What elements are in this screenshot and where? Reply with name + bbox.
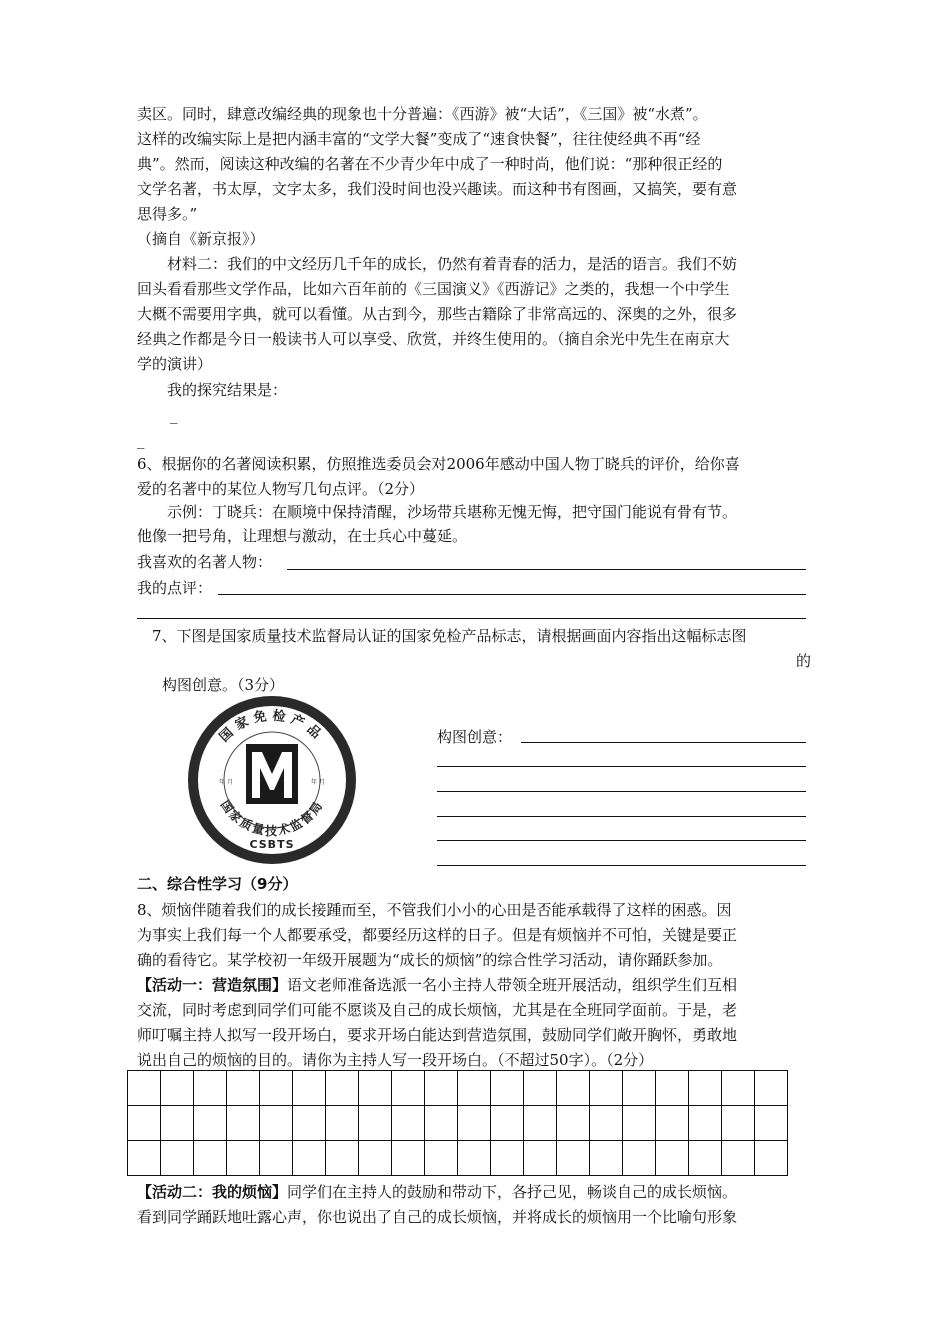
favorite-character-answer-line[interactable] bbox=[287, 569, 806, 570]
composition-answer-line-5[interactable] bbox=[437, 840, 806, 841]
activity1-line-3: 师叮嘱主持人拟写一段开场白，要求开场白能达到营造氛围，鼓励同学们敞开胸怀，勇敢地 bbox=[137, 1026, 738, 1044]
comment-answer-line-1[interactable] bbox=[218, 594, 806, 595]
writing-grid[interactable] bbox=[127, 1070, 788, 1176]
seal-abbr: CSBTS bbox=[249, 838, 295, 851]
activity1-first-line: 语文老师准备选派一名小主持人带领全班开展活动，组织学生们互相 bbox=[287, 976, 738, 994]
q7-line-1-tail: 的 bbox=[796, 652, 812, 670]
material2-line-1: 材料二：我们的中文经历几千年的成长，仍然有着青春的活力，是活的语言。我们不妨 bbox=[167, 255, 738, 273]
activity1-line-1 bbox=[137, 975, 737, 995]
section2-title: 二、综合性学习（9分） bbox=[137, 875, 298, 893]
material1-line-2: 这样的改编实际上是把内涵丰富的“文学大餐”变成了“速食快餐”，往往使经典不再“经 bbox=[137, 130, 701, 148]
result-answer-dash-1[interactable]: _ bbox=[170, 406, 178, 424]
activity2-first-line: 同学们在主持人的鼓励和带动下，各抒己见，畅谈自己的成长烦恼。 bbox=[287, 1183, 738, 1201]
comment-label: 我的点评： bbox=[137, 579, 213, 597]
material2-line-4: 经典之作都是今日一般读书人可以享受、欣赏，并终生使用的。（摘自余光中先生在南京大 bbox=[137, 330, 730, 348]
material1-line-3: 典”。然而，阅读这种改编的名著在不少青少年中成了一种时尚，他们说：“那种很正经的 bbox=[137, 155, 723, 173]
seal-small-right: 年 月 bbox=[311, 779, 325, 786]
activity1-line-2: 交流，同时考虑到同学们可能不愿谈及自己的成长烦恼，尤其是在全班同学面前。于是，老 bbox=[137, 1001, 738, 1019]
q6-example-line-1: 示例：丁晓兵：在顺境中保持清醒，沙场带兵堪称无愧无悔，把守国门能说有骨有节。 bbox=[167, 503, 738, 521]
material1-source: （摘自《新京报》） bbox=[137, 230, 265, 248]
activity2-title: 【活动二：我的烦恼】 bbox=[137, 1183, 288, 1201]
q8-line-1: 8、烦恼伴随着我们的成长接踵而至，不管我们小小的心田是否能承载得了这样的困惑。因 bbox=[137, 901, 732, 919]
q7-line-2: 构图创意。（3分） bbox=[162, 676, 285, 694]
writing-grid-row bbox=[128, 1141, 788, 1176]
composition-answer-line-1[interactable] bbox=[521, 742, 806, 743]
comment-answer-line-2[interactable] bbox=[137, 618, 806, 619]
q6-example-line-2: 他像一把号角，让理想与激动，在士兵心中蔓延。 bbox=[137, 527, 468, 545]
seal-small-left: 年 月 bbox=[219, 779, 233, 786]
activity1-line-4: 说出自己的烦恼的目的。请你为主持人写一段开场白。（不超过50字）。（2分） bbox=[137, 1051, 654, 1069]
composition-answer-line-6[interactable] bbox=[437, 865, 806, 866]
activity1-title: 【活动一：营造氛围】 bbox=[137, 976, 288, 994]
quality-inspection-seal bbox=[186, 694, 358, 866]
material2-line-3: 大概不需要用字典，就可以看懂。从古到今，那些古籍除了非常高远的、深奥的之外，很多 bbox=[137, 305, 738, 323]
q6-line-2: 爱的名著中的某位人物写几句点评。（2分） bbox=[137, 480, 425, 498]
q8-line-3: 确的看待它。某学校初一年级开展题为“成长的烦恼”的综合性学习活动，请你踊跃参加。 bbox=[137, 951, 723, 969]
material2-line-2: 回头看看那些文学作品，比如六百年前的《三国演义》《西游记》之类的，我想一个中学生 bbox=[137, 280, 730, 298]
material1-line-5: 思得多。” bbox=[137, 205, 198, 223]
q7-line-1: 7、下图是国家质量技术监督局认证的国家免检产品标志，请根据画面内容指出这幅标志图 bbox=[152, 627, 747, 645]
result-label: 我的探究结果是： bbox=[167, 381, 288, 399]
seal-center-letter: M bbox=[269, 808, 275, 814]
q6-line-1: 6、根据你的名著阅读积累，仿照推选委员会对2006年感动中国人物丁晓兵的评价，给你喜 bbox=[137, 455, 740, 473]
material2-line-5: 学的演讲） bbox=[137, 355, 213, 373]
q8-line-2: 为事实上我们每一个人都要承受，都要经历这样的日子。但是有烦恼并不可怕，关键是要正 bbox=[137, 926, 738, 944]
seal-top-text: 国家免检产品 bbox=[216, 708, 328, 746]
composition-idea-label: 构图创意： bbox=[437, 728, 513, 746]
writing-grid-row bbox=[128, 1071, 788, 1106]
material1-line-1: 卖区。同时，肆意改编经典的现象也十分普遍：《西游》被“大话”，《三国》被“水煮”。 bbox=[137, 105, 708, 123]
result-answer-dash-2[interactable]: _ bbox=[137, 431, 145, 449]
composition-answer-line-3[interactable] bbox=[437, 791, 806, 792]
favorite-character-label: 我喜欢的名著人物： bbox=[137, 553, 273, 571]
seal-bottom-text: 国家质量技术监督局 bbox=[217, 797, 327, 838]
writing-grid-row bbox=[128, 1106, 788, 1141]
material1-line-4: 文学名著，书太厚，文字太多，我们没时间也没兴趣读。而这种书有图画，又搞笑，要有意 bbox=[137, 180, 738, 198]
composition-answer-line-4[interactable] bbox=[437, 816, 806, 817]
composition-answer-line-2[interactable] bbox=[437, 766, 806, 767]
activity2-line-2: 看到同学踊跃地吐露心声，你也说出了自己的成长烦恼，并将成长的烦恼用一个比喻句形象 bbox=[137, 1208, 738, 1226]
activity2-line-1 bbox=[137, 1182, 737, 1202]
